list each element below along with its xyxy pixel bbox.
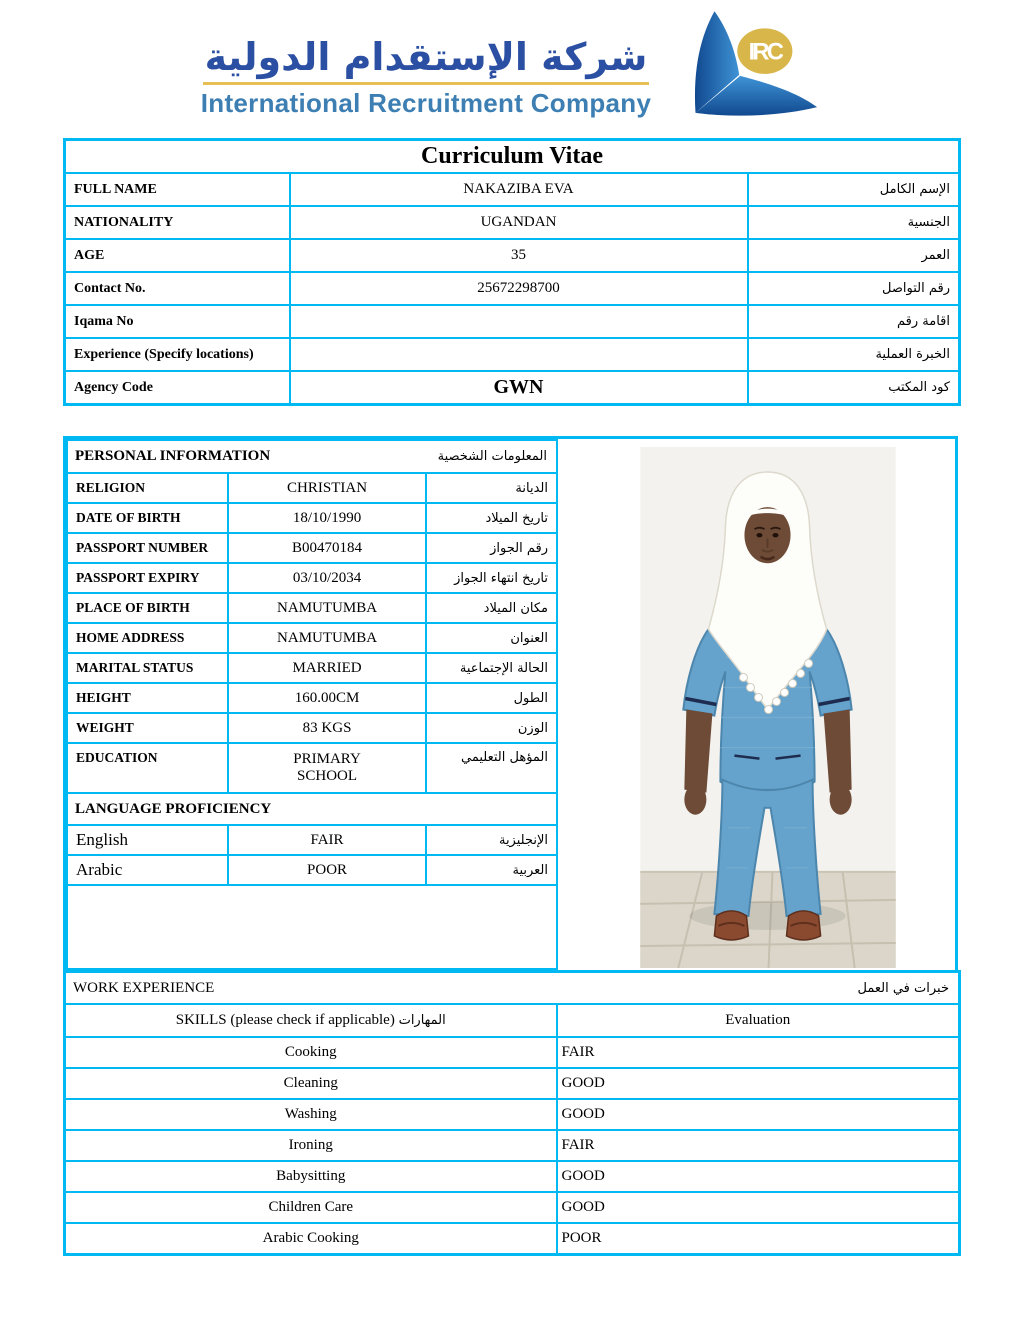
table-row <box>67 563 557 593</box>
table-row <box>65 1192 960 1223</box>
field-label-arabic: رقم الجواز <box>426 533 557 563</box>
field-label-arabic: مكان الميلاد <box>426 593 557 623</box>
field-label: DATE OF BIRTH <box>67 503 228 533</box>
table-row <box>65 338 960 371</box>
skill-name: Babysitting <box>65 1161 557 1192</box>
work-experience-table <box>63 970 961 1256</box>
photo-cell <box>558 439 955 970</box>
skill-evaluation: GOOD <box>557 1192 960 1223</box>
field-label: PLACE OF BIRTH <box>67 593 228 623</box>
language-level: POOR <box>228 855 427 885</box>
table-row <box>67 653 557 683</box>
agency-code-value: GWN <box>290 371 748 405</box>
field-label-arabic: العمر <box>748 239 960 272</box>
skills-header-arabic: المهارات <box>398 1013 446 1028</box>
table-row <box>67 743 557 793</box>
field-value: B00470184 <box>228 533 427 563</box>
field-label: Contact No. <box>65 272 290 305</box>
skills-column-header <box>65 1004 557 1037</box>
field-label: Experience (Specify locations) <box>65 338 290 371</box>
field-label: Iqama No <box>65 305 290 338</box>
skill-name: Children Care <box>65 1192 557 1223</box>
table-row <box>67 593 557 623</box>
language-level: FAIR <box>228 825 427 855</box>
table-row <box>65 173 960 206</box>
field-value: 160.00CM <box>228 683 427 713</box>
skill-evaluation: FAIR <box>557 1037 960 1068</box>
field-label: HEIGHT <box>67 683 228 713</box>
skill-evaluation: GOOD <box>557 1068 960 1099</box>
field-value: 25672298700 <box>290 272 748 305</box>
field-label: PASSPORT EXPIRY <box>67 563 228 593</box>
field-label: RELIGION <box>67 473 228 503</box>
field-value: 18/10/1990 <box>228 503 427 533</box>
field-label-arabic: اقامة رقم <box>748 305 960 338</box>
cv-header-table <box>63 138 961 406</box>
table-row <box>65 239 960 272</box>
field-label-arabic: الإسم الكامل <box>748 173 960 206</box>
language-label-arabic: العربية <box>426 855 557 885</box>
empty-cell <box>67 885 557 969</box>
skill-name: Cooking <box>65 1037 557 1068</box>
language-label-arabic: الإنجليزية <box>426 825 557 855</box>
table-row <box>65 1161 960 1192</box>
field-label: PASSPORT NUMBER <box>67 533 228 563</box>
company-name-arabic: شركة الإستقدام الدولية <box>204 35 648 79</box>
table-row <box>65 1037 960 1068</box>
work-experience-title: WORK EXPERIENCE <box>73 979 215 996</box>
table-row <box>67 623 557 653</box>
table-row <box>65 206 960 239</box>
skill-name: Cleaning <box>65 1068 557 1099</box>
field-value: 83 KGS <box>228 713 427 743</box>
table-row <box>67 533 557 563</box>
table-row <box>65 1068 960 1099</box>
skill-name: Washing <box>65 1099 557 1130</box>
page-title: Curriculum Vitae <box>65 140 960 174</box>
field-value: PRIMARY SCHOOL <box>293 751 361 784</box>
field-label-arabic: تاريخ الميلاد <box>426 503 557 533</box>
field-label: WEIGHT <box>67 713 228 743</box>
skill-evaluation: GOOD <box>557 1099 960 1130</box>
skill-evaluation: POOR <box>557 1223 960 1255</box>
table-row <box>67 713 557 743</box>
table-row <box>65 305 960 338</box>
skill-evaluation: GOOD <box>557 1161 960 1192</box>
language-label: Arabic <box>67 855 228 885</box>
field-value: NAMUTUMBA <box>228 593 427 623</box>
field-value: NAKAZIBA EVA <box>290 173 748 206</box>
field-value: 03/10/2034 <box>228 563 427 593</box>
field-label: Agency Code <box>65 371 290 405</box>
table-row <box>67 855 557 885</box>
table-row <box>67 473 557 503</box>
irc-corner-logo-icon <box>667 8 819 118</box>
field-label-arabic: كود المكتب <box>748 371 960 405</box>
skill-name: Arabic Cooking <box>65 1223 557 1255</box>
field-label: HOME ADDRESS <box>67 623 228 653</box>
table-row <box>65 1130 960 1161</box>
table-row <box>67 683 557 713</box>
field-value: CHRISTIAN <box>228 473 427 503</box>
personal-information-section <box>63 436 958 973</box>
logo-gold-divider <box>203 82 650 85</box>
field-label-arabic: الطول <box>426 683 557 713</box>
work-experience-title-arabic: خبرات في العمل <box>857 980 950 996</box>
svg-text:IRC: IRC <box>748 38 782 66</box>
field-label: FULL NAME <box>65 173 290 206</box>
skills-header-text: SKILLS (please check if applicable) <box>175 1012 395 1028</box>
field-label-arabic: رقم التواصل <box>748 272 960 305</box>
field-value: MARRIED <box>228 653 427 683</box>
skill-name: Ironing <box>65 1130 557 1161</box>
section-title: PERSONAL INFORMATION <box>75 448 271 464</box>
applicant-photo <box>640 447 896 968</box>
table-row <box>65 371 960 405</box>
table-row <box>65 1223 960 1255</box>
field-label-arabic: الديانة <box>426 473 557 503</box>
field-label-arabic: الحالة الإجتماعية <box>426 653 557 683</box>
field-value: 35 <box>290 239 748 272</box>
evaluation-column-header: Evaluation <box>557 1004 960 1037</box>
company-logo-text <box>201 6 652 119</box>
field-label-arabic: الوزن <box>426 713 557 743</box>
field-value: NAMUTUMBA <box>228 623 427 653</box>
field-label-arabic: الجنسية <box>748 206 960 239</box>
field-label: EDUCATION <box>67 743 228 793</box>
section-title-arabic: المعلومات الشخصية <box>437 449 547 464</box>
empty-filler-row <box>67 885 557 969</box>
company-logo <box>0 0 1020 124</box>
table-row <box>65 1099 960 1130</box>
table-header-row <box>65 1004 960 1037</box>
language-proficiency-title: LANGUAGE PROFICIENCY <box>75 801 272 817</box>
field-label-arabic: المؤهل التعليمي <box>426 743 557 793</box>
field-label-arabic: الخبرة العملية <box>748 338 960 371</box>
field-label-arabic: تاريخ انتهاء الجواز <box>426 563 557 593</box>
field-value <box>290 338 748 371</box>
field-value: UGANDAN <box>290 206 748 239</box>
language-label: English <box>67 825 228 855</box>
field-value <box>290 305 748 338</box>
table-row <box>67 503 557 533</box>
skill-evaluation: FAIR <box>557 1130 960 1161</box>
personal-information-table <box>66 439 558 970</box>
field-label: NATIONALITY <box>65 206 290 239</box>
table-row <box>67 825 557 855</box>
field-label-arabic: العنوان <box>426 623 557 653</box>
company-name-english: International Recruitment Company <box>200 87 652 118</box>
field-label: AGE <box>65 239 290 272</box>
table-row <box>65 272 960 305</box>
field-label: MARITAL STATUS <box>67 653 228 683</box>
